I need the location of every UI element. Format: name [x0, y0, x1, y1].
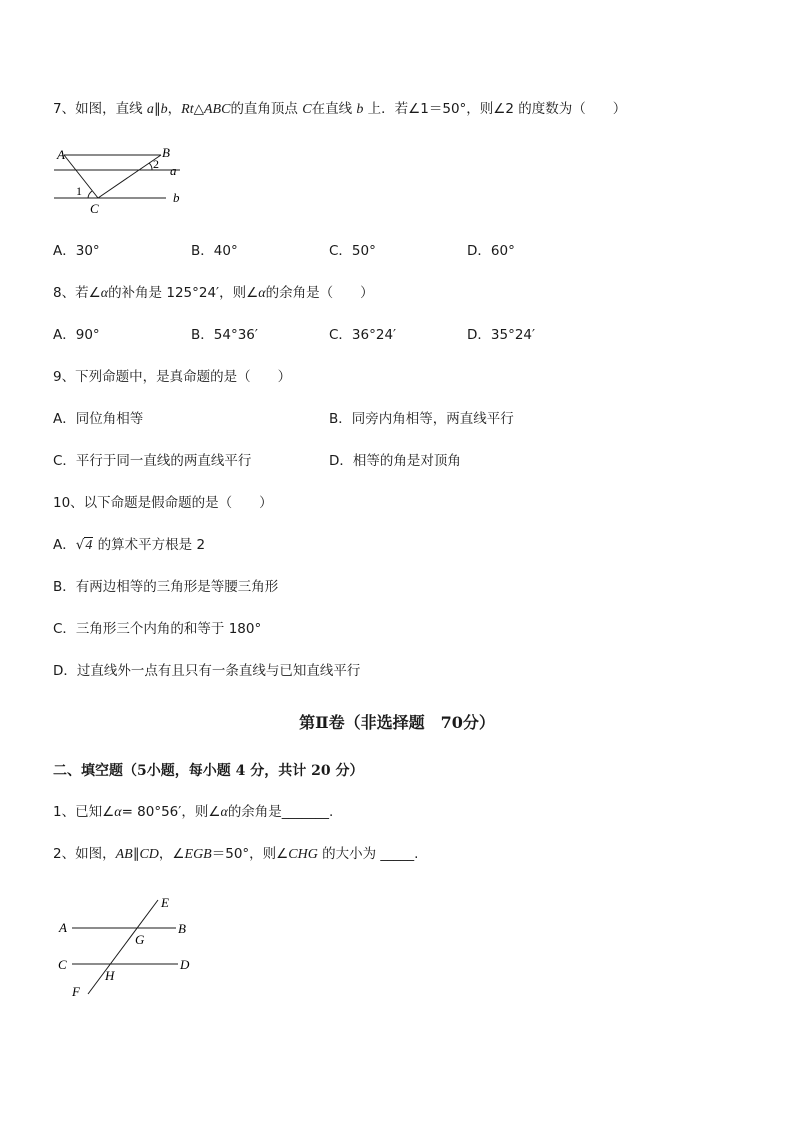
q9-option-d[interactable]: D．相等的角是对顶角 [329, 453, 461, 469]
question-9-stem: 9、下列命题中，是真命题的是（ ） [53, 369, 292, 385]
angle-1-arc [88, 191, 92, 198]
q7-option-c[interactable]: C．50° [329, 243, 376, 259]
label-E: E [161, 895, 169, 910]
label-A: A [59, 920, 67, 935]
label-a: a [170, 163, 177, 178]
segment-bc [98, 155, 161, 198]
fill-question-1: 1、已知∠α= 80°56′，则∠α的余角是_______. [53, 804, 334, 820]
section-2-title: 第Ⅱ卷（非选择题 70分） [299, 713, 495, 732]
q8-option-c[interactable]: C．36°24′ [329, 327, 397, 343]
q9-option-c[interactable]: C．平行于同一直线的两直线平行 [53, 453, 252, 469]
q8-option-b[interactable]: B．54°36′ [191, 327, 258, 343]
label-C: C [90, 201, 99, 216]
question-8-stem: 8、若∠α的补角是 125°24′，则∠α的余角是（ ） [53, 285, 374, 301]
question-10-stem: 10、以下命题是假命题的是（ ） [53, 495, 273, 511]
question-7-figure [48, 142, 198, 217]
label-1: 1 [76, 184, 82, 198]
label-B: B [162, 145, 170, 160]
q7-option-a[interactable]: A．30° [53, 243, 100, 259]
q7-option-d[interactable]: D．60° [467, 243, 515, 259]
fill-blank-heading: 二、填空题（5小题，每小题 4 分，共计 20 分） [53, 763, 364, 779]
label-2: 2 [153, 157, 159, 171]
sqrt-symbol: √4 [75, 537, 93, 553]
label-B: B [178, 921, 186, 936]
label-A: A [57, 147, 65, 162]
q10-option-b[interactable]: B．有两边相等的三角形是等腰三角形 [53, 579, 279, 595]
fill-question-2: 2、如图，AB∥CD，∠EGB＝50°，则∠CHG 的大小为 _____. [53, 846, 419, 862]
label-G: G [135, 932, 145, 947]
label-b: b [173, 190, 180, 205]
label-F: F [72, 984, 80, 999]
q10-option-d[interactable]: D．过直线外一点有且只有一条直线与已知直线平行 [53, 663, 361, 679]
q10-option-c[interactable]: C．三角形三个内角的和等于 180° [53, 621, 262, 637]
q9-option-b[interactable]: B．同旁内角相等，两直线平行 [329, 411, 514, 427]
q10-option-a[interactable]: A．√4 的算术平方根是 2 [53, 537, 206, 553]
angle-2-arc [149, 163, 152, 170]
q9-option-a[interactable]: A．同位角相等 [53, 411, 144, 427]
q8-option-a[interactable]: A．90° [53, 327, 100, 343]
q7-option-b[interactable]: B．40° [191, 243, 238, 259]
label-C: C [58, 957, 67, 972]
fill-question-2-figure [52, 890, 202, 1002]
label-H: H [105, 968, 115, 983]
question-7-stem: 7、如图，直线 a∥b，Rt△ABC的直角顶点 C在直线 b 上．若∠1＝50°，则∠2 的度数为（ ） [53, 101, 627, 117]
q8-option-d[interactable]: D．35°24′ [467, 327, 536, 343]
label-D: D [180, 957, 190, 972]
transversal-ef [88, 900, 158, 994]
